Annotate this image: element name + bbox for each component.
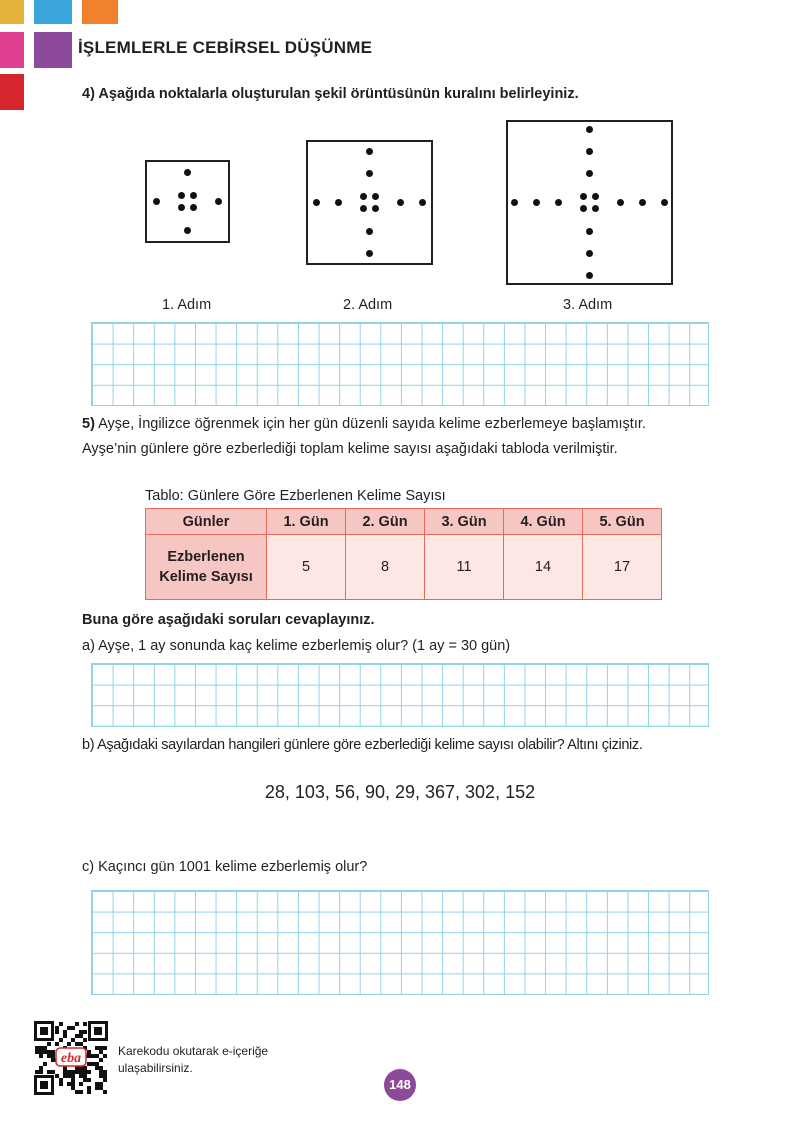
row-label-line-2: Kelime Sayısı — [159, 569, 253, 585]
table-header-day-2: 2. Gün — [346, 509, 425, 535]
table-row — [146, 535, 662, 600]
step-2-figure — [306, 140, 433, 265]
table-header-row — [146, 509, 662, 535]
pattern-dot — [190, 204, 197, 211]
table-header-days: Günler — [146, 509, 267, 535]
pattern-dot — [178, 192, 185, 199]
question-4-number: 4) — [82, 86, 95, 102]
word-count-table — [145, 508, 662, 600]
question-5b: b) Aşağıdaki sayılardan hangileri günlere göre ezberlediği kelime sayısı olabilir? Altını çiziniz. — [82, 737, 643, 753]
table-caption: Tablo: Günlere Göre Ezberlenen Kelime Sayısı — [145, 488, 446, 504]
question-4 — [82, 86, 579, 102]
qr-caption-line-1: Karekodu okutarak e-içeriğe — [118, 1044, 269, 1058]
answer-grid-q4[interactable] — [91, 322, 709, 406]
table-header-day-3: 3. Gün — [425, 509, 504, 535]
table-cell-day-4: 14 — [504, 535, 583, 600]
question-5-line-2: Ayşe’nin günlere göre ezberlediği toplam kelime sayısı aşağıdaki tabloda verilmiştir. — [82, 441, 618, 457]
pattern-dot — [184, 169, 191, 176]
question-4-text: Aşağıda noktalarla oluşturulan şekil örüntüsünün kuralını belirleyiniz. — [98, 86, 579, 102]
corner-square-pink — [0, 32, 24, 68]
corner-square-purple — [34, 32, 72, 68]
table-header-day-1: 1. Gün — [267, 509, 346, 535]
pattern-dot — [153, 198, 160, 205]
qr-caption-line-2: ulaşabilirsiniz. — [118, 1061, 193, 1075]
question-5c: c) Kaçıncı gün 1001 kelime ezberlemiş olur? — [82, 859, 368, 875]
table-cell-day-1: 5 — [267, 535, 346, 600]
table-row-label — [146, 535, 267, 600]
eba-logo: eba — [60, 1051, 82, 1066]
pattern-dot — [184, 227, 191, 234]
step-3-figure — [506, 120, 673, 285]
qr-caption — [118, 1043, 268, 1077]
corner-square-orange — [82, 0, 118, 24]
corner-square-yellow — [0, 0, 24, 24]
instruction-text: Buna göre aşağıdaki soruları cevaplayınız. — [82, 612, 375, 628]
pattern-dot — [190, 192, 197, 199]
table-header-day-5: 5. Gün — [583, 509, 662, 535]
answer-grid-5c[interactable] — [91, 890, 709, 995]
table-cell-day-2: 8 — [346, 535, 425, 600]
step-2-label: 2. Adım — [343, 297, 393, 313]
step-1-label: 1. Adım — [162, 297, 212, 313]
question-5-text: Ayşe, İngilizce öğrenmek için her gün düzenli sayıda kelime ezberlemeye başlamıştır. — [98, 416, 646, 432]
page-number: 148 — [384, 1069, 416, 1101]
qr-code-icon[interactable] — [34, 1021, 108, 1095]
number-list[interactable]: 28, 103, 56, 90, 29, 367, 302, 152 — [264, 782, 536, 802]
pattern-dot — [178, 204, 185, 211]
corner-square-red — [0, 74, 24, 110]
table-cell-day-3: 11 — [425, 535, 504, 600]
corner-square-blue — [34, 0, 72, 24]
answer-grid-5a[interactable] — [91, 663, 709, 727]
question-5a: a) Ayşe, 1 ay sonunda kaç kelime ezberlemiş olur? (1 ay = 30 gün) — [82, 638, 511, 654]
question-5-number: 5) — [82, 416, 95, 432]
question-5-line-1 — [82, 416, 646, 432]
table-cell-day-5: 17 — [583, 535, 662, 600]
pattern-dot — [215, 198, 222, 205]
page-title: İŞLEMLERLE CEBİRSEL DÜŞÜNME — [78, 38, 373, 57]
row-label-line-1: Ezberlenen — [167, 549, 245, 565]
step-3-label: 3. Adım — [563, 297, 613, 313]
table-header-day-4: 4. Gün — [504, 509, 583, 535]
